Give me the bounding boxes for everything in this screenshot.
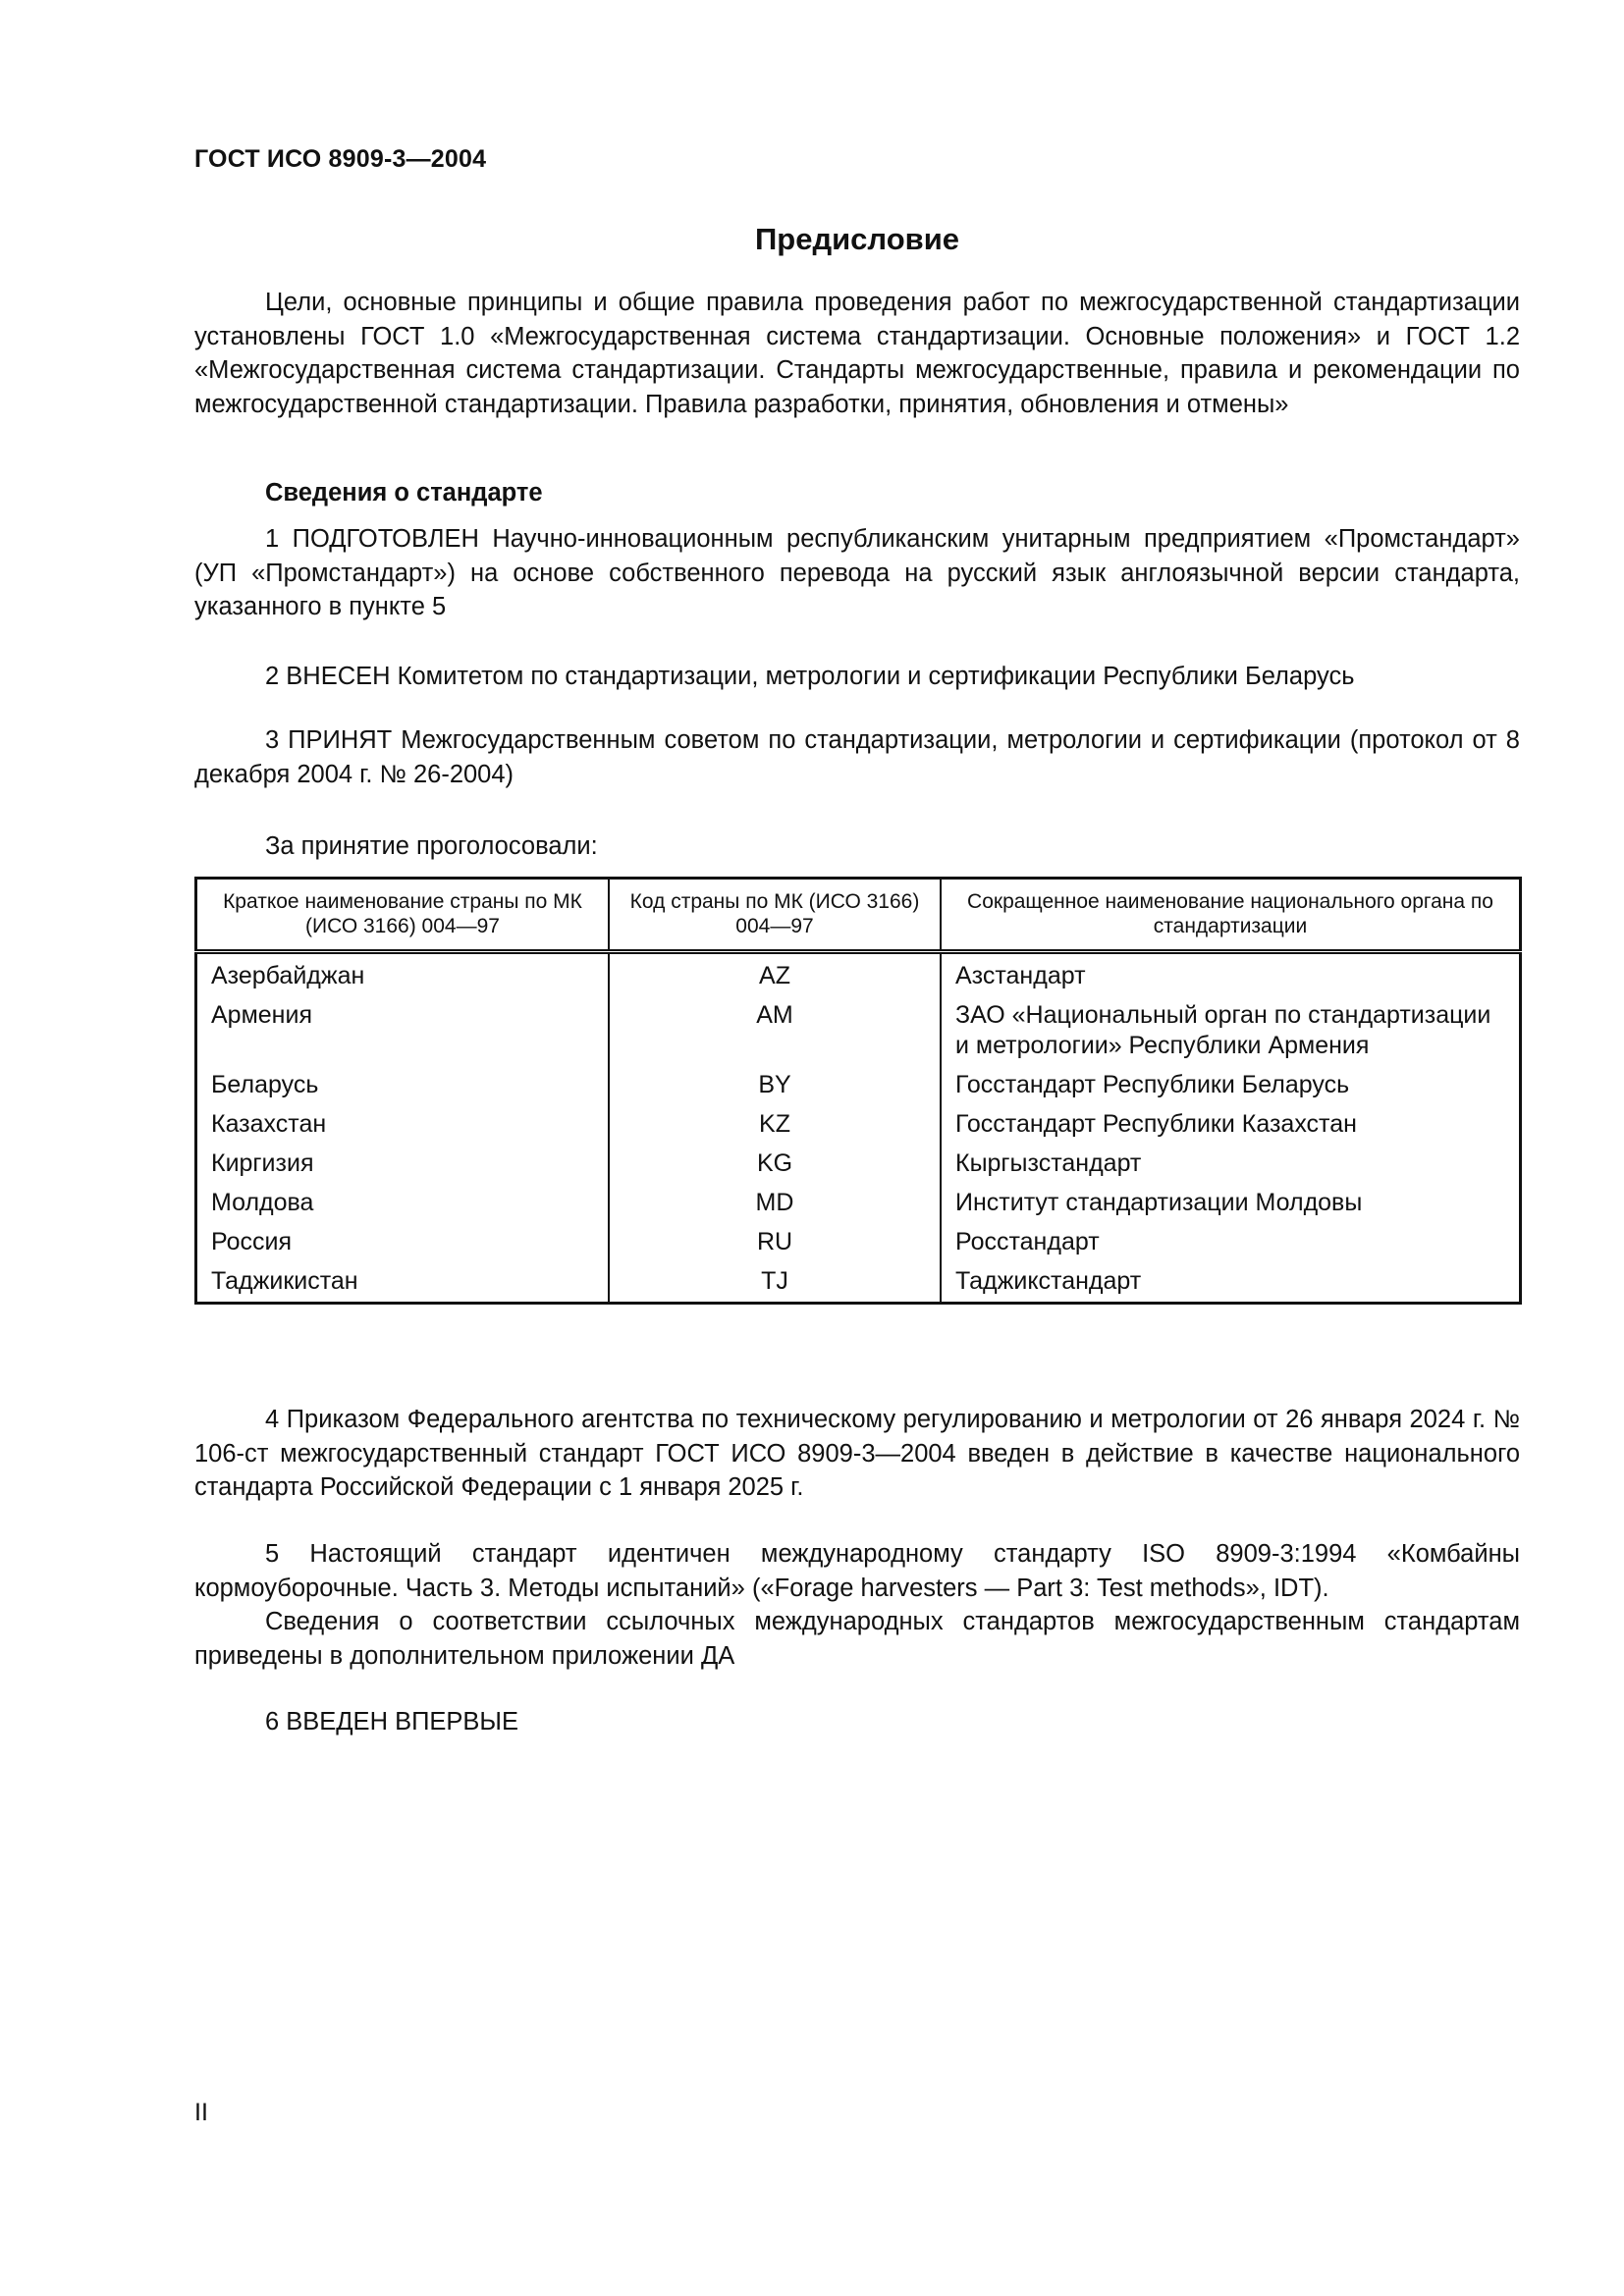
- country-code: BY: [609, 1066, 941, 1105]
- standards-body: ЗАО «Национальный орган по стандартизации и метрологии» Республики Армения: [941, 996, 1521, 1066]
- country-name: Киргизия: [196, 1145, 610, 1184]
- item-3-adopted: 3 ПРИНЯТ Межгосударственным советом по стандартизации, метрологии и сертификации (протокол от 8 декабря 2004 г. № 26-2004): [194, 726, 1520, 788]
- country-name: Молдова: [196, 1184, 610, 1223]
- country-code: AZ: [609, 952, 941, 997]
- table-row: [196, 996, 1521, 1066]
- country-name: Азербайджан: [196, 952, 610, 997]
- table-row: [196, 1223, 1521, 1262]
- section-title: Предисловие: [754, 222, 959, 256]
- standards-body: Госстандарт Республики Казахстан: [941, 1105, 1521, 1145]
- standards-body: Госстандарт Республики Беларусь: [941, 1066, 1521, 1105]
- country-name: Беларусь: [196, 1066, 610, 1105]
- item-6-first-introduced: 6 ВВЕДЕН ВПЕРВЫЕ: [265, 1708, 519, 1735]
- standards-body: Таджикстандарт: [941, 1262, 1521, 1304]
- country-code: MD: [609, 1184, 941, 1223]
- item-4-enacted: 4 Приказом Федерального агентства по техническому регулированию и метрологии от 26 января 2024 г. № 106-ст межгосударственный стандарт ГОСТ ИСО 8909-3—2004 введен в действие в качестве национального стандарта Российской Федерации с 1 января 2025 г.: [194, 1406, 1520, 1501]
- item-5-identical: 5 Настоящий стандарт идентичен международному стандарту ISO 8909-3:1994 «Комбайны кормоуборочные. Часть 3. Методы испытаний» («Forage harvesters — Part 3: Test methods», IDT).: [194, 1540, 1520, 1602]
- member-states-table: [194, 877, 1522, 1305]
- table-row: [196, 1105, 1521, 1145]
- table-row: [196, 1262, 1521, 1304]
- country-name: Таджикистан: [196, 1262, 610, 1304]
- page-number: II: [194, 2099, 208, 2126]
- country-code: KG: [609, 1145, 941, 1184]
- item-2-introduced: 2 ВНЕСЕН Комитетом по стандартизации, метрологии и сертификации Республики Беларусь: [265, 663, 1355, 690]
- table-row: [196, 1145, 1521, 1184]
- intro-paragraph: Цели, основные принципы и общие правила проведения работ по межгосударственной стандартизации установлены ГОСТ 1.0 «Межгосударственная система стандартизации. Основные положения» и ГОСТ 1.2 «Межгосударственная система стандартизации. Стандарты межгосударственные, правила и рекомендации по межгосударственной стандартизации. Правила разработки, принятия, обновления и отмены»: [194, 289, 1520, 418]
- table-row: [196, 1184, 1521, 1223]
- standards-body: Институт стандартизации Молдовы: [941, 1184, 1521, 1223]
- document-id-header: ГОСТ ИСО 8909-3—2004: [194, 145, 487, 173]
- country-code: AM: [609, 996, 941, 1066]
- table-header-row: [196, 879, 1521, 952]
- country-name: Россия: [196, 1223, 610, 1262]
- country-code: KZ: [609, 1105, 941, 1145]
- standards-body: Росстандарт: [941, 1223, 1521, 1262]
- country-code: RU: [609, 1223, 941, 1262]
- country-name: Армения: [196, 996, 610, 1066]
- standard-info-heading: Сведения о стандарте: [265, 479, 543, 507]
- header-standards-body: Сокращенное наименование национального органа по стандартизации: [941, 879, 1521, 952]
- table-row: [196, 1066, 1521, 1105]
- item-1-prepared: 1 ПОДГОТОВЛЕН Научно-инновационным республиканским унитарным предприятием «Промстандарт» (УП «Промстандарт») на основе собственного перевода на русский язык англоязычной версии стандарта, указанного в пункте 5: [194, 525, 1520, 620]
- header-country-name: Краткое наименование страны по МК (ИСО 3166) 004—97: [196, 879, 610, 952]
- item-5-reference-info: Сведения о соответствии ссылочных международных стандартов межгосударственным стандартам приведены в дополнительном приложении ДА: [194, 1608, 1520, 1670]
- standards-body: Азстандарт: [941, 952, 1521, 997]
- header-country-code: Код страны по МК (ИСО 3166) 004—97: [609, 879, 941, 952]
- standards-body: Кыргызстандарт: [941, 1145, 1521, 1184]
- document-page: [194, 0, 1520, 2296]
- country-name: Казахстан: [196, 1105, 610, 1145]
- table-row: [196, 952, 1521, 997]
- vote-label: За принятие проголосовали:: [265, 832, 598, 860]
- country-code: TJ: [609, 1262, 941, 1304]
